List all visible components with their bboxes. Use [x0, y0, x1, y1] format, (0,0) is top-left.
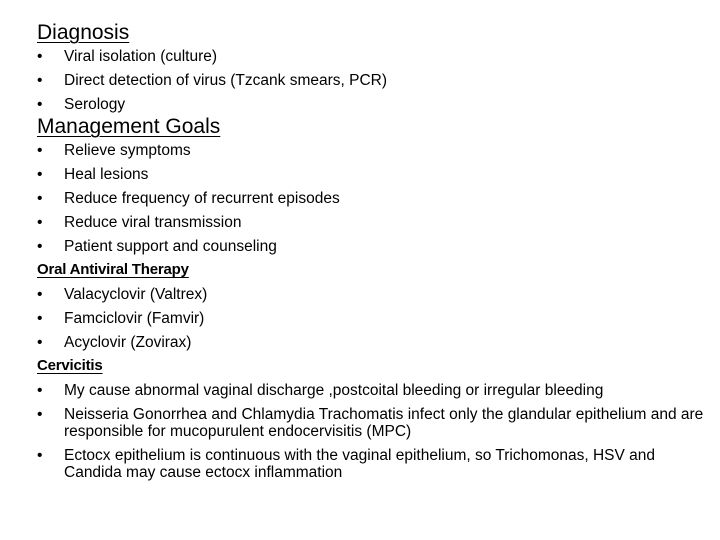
list-item [37, 307, 207, 331]
list-item-text: Reduce frequency of recurrent episodes [64, 190, 340, 207]
list-item [37, 406, 704, 440]
list-item [37, 69, 387, 93]
bullet-icon: • [37, 166, 43, 183]
list-item-text: Valacyclovir (Valtrex) [64, 286, 208, 303]
list-item [37, 163, 340, 187]
bullet-icon: • [37, 190, 43, 207]
list-item-text: Ectocx epithelium is continuous with the vaginal epithelium, so Trichomonas, HSV and Candida may cause ectocx inflammation [64, 447, 656, 481]
bullet-icon: • [37, 286, 43, 303]
bullet-icon: • [37, 382, 43, 399]
management-heading: Management Goals [37, 115, 221, 138]
list-item [37, 447, 704, 481]
list-item [37, 283, 207, 307]
list-item-text: Acyclovir (Zovirax) [64, 334, 192, 351]
list-item-text: Patient support and counseling [64, 238, 277, 255]
list-item-text: Relieve symptoms [64, 142, 191, 159]
bullet-icon: • [37, 72, 43, 89]
list-item [37, 382, 704, 399]
list-item-text: Heal lesions [64, 166, 149, 183]
bullet-icon: • [37, 310, 43, 327]
diagnosis-heading: Diagnosis [37, 21, 130, 44]
list-item-text: Famciclovir (Famvir) [64, 310, 205, 327]
bullet-icon: • [37, 96, 43, 113]
list-item-text: Neisseria Gonorrhea and Chlamydia Trachomatis infect only the glandular epithelium and are responsible for mucopurulent endocervisitis (MPC) [64, 406, 704, 440]
list-item [37, 331, 207, 355]
antiviral-list [37, 283, 207, 355]
list-item-text: Reduce viral transmission [64, 214, 242, 231]
list-item [37, 211, 340, 235]
bullet-icon: • [37, 238, 43, 255]
bullet-icon: • [37, 447, 43, 464]
list-item-text: Viral isolation (culture) [64, 48, 218, 65]
list-item [37, 139, 340, 163]
list-item-text: My cause abnormal vaginal discharge ,postcoital bleeding or irregular bleeding [64, 382, 604, 399]
list-item [37, 93, 387, 117]
bullet-icon: • [37, 214, 43, 231]
cervicitis-list [37, 382, 704, 488]
list-item-text: Serology [64, 96, 126, 113]
bullet-icon: • [37, 48, 43, 65]
management-list [37, 139, 340, 259]
bullet-icon: • [37, 142, 43, 159]
list-item-text: Direct detection of virus (Tzcank smears, PCR) [64, 72, 388, 89]
bullet-icon: • [37, 334, 43, 351]
list-item [37, 187, 340, 211]
diagnosis-list [37, 45, 387, 117]
bullet-icon: • [37, 406, 43, 423]
list-item [37, 45, 387, 69]
cervicitis-heading: Cervicitis [37, 357, 103, 374]
list-item [37, 235, 340, 259]
antiviral-heading: Oral Antiviral Therapy [37, 261, 189, 278]
